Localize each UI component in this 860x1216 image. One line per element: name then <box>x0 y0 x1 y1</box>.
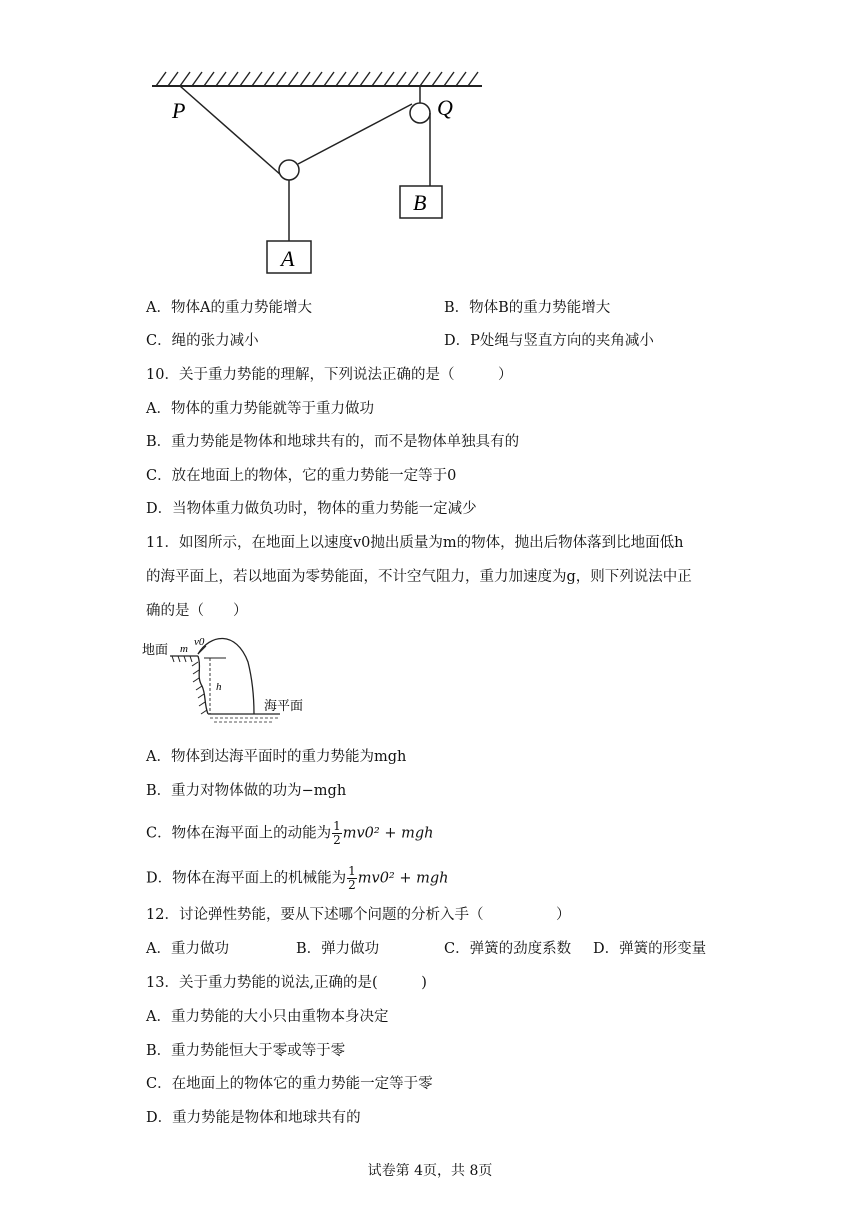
q12-stem: 12．讨论弹性势能，要从下述哪个问题的分析入手（ ） <box>146 907 571 923</box>
label-b: B <box>413 190 427 215</box>
q11-option-c <box>146 820 433 847</box>
rope-right <box>298 104 412 164</box>
kinetic-expr: mv0² + mgh <box>342 825 434 842</box>
q13-option-c: C．在地面上的物体它的重力势能一定等于零 <box>146 1076 433 1092</box>
fixed-pulley-q <box>410 103 430 123</box>
q10-option-b: B．重力势能是物体和地球共有的，而不是物体单独具有的 <box>146 434 520 450</box>
q10-stem: 10．关于重力势能的理解，下列说法正确的是（ ） <box>146 367 513 383</box>
q13-option-a: A．重力势能的大小只由重物本身决定 <box>146 1009 389 1025</box>
q11-stem-line1: 11．如图所示，在地面上以速度v0抛出质量为m的物体，抛出后物体落到比地面低h <box>146 535 684 551</box>
q11-stem-line2: 的海平面上，若以地面为零势能面，不计空气阻力，重力加速度为g，则下列说法中正 <box>146 569 692 585</box>
q13-option-b: B．重力势能恒大于零或等于零 <box>146 1043 346 1059</box>
pulley-figure <box>0 0 860 290</box>
movable-pulley <box>279 160 299 180</box>
fraction-half-d: $\frac{1}{2}$ <box>348 864 356 892</box>
fig-sea-label: 海平面 <box>264 699 304 714</box>
q13-stem: 13．关于重力势能的说法,正确的是( ) <box>146 975 427 991</box>
q10-option-a: A．物体的重力势能就等于重力做功 <box>146 401 374 417</box>
q11-option-d-text: D．物体在海平面上的机械能为 <box>146 870 347 887</box>
q9-option-c: C．绳的张力减小 <box>146 333 259 349</box>
page-footer: 试卷第 4页，共 8页 <box>367 1163 493 1179</box>
q13-option-d: D．重力势能是物体和地球共有的 <box>146 1110 361 1126</box>
fig-h-label: h <box>216 681 222 693</box>
q11-option-c-text: C．物体在海平面上的动能为 <box>146 825 332 842</box>
q11-option-d <box>146 865 448 892</box>
q12-option-b: B．弹力做功 <box>296 941 380 957</box>
q9-option-a: A．物体A的重力势能增大 <box>146 300 312 316</box>
label-p: P <box>172 98 186 123</box>
label-a: A <box>281 246 295 271</box>
fraction-half: $\frac{1}{2}$ <box>333 819 341 847</box>
q11-stem-line3: 确的是（ ） <box>146 603 248 619</box>
q11-option-a: A．物体到达海平面时的重力势能为mgh <box>146 749 407 765</box>
fig-ground-label: 地面 <box>142 643 169 658</box>
q10-option-c: C．放在地面上的物体，它的重力势能一定等于0 <box>146 468 457 484</box>
q10-option-d: D．当物体重力做负功时，物体的重力势能一定减少 <box>146 501 477 517</box>
cliff-figure <box>140 632 340 732</box>
q12-option-a: A．重力做功 <box>146 941 229 957</box>
q11-option-b: B．重力对物体做的功为−mgh <box>146 783 347 799</box>
q12-option-d: D．弹簧的形变量 <box>593 941 707 957</box>
q12-option-c: C．弹簧的劲度系数 <box>444 941 572 957</box>
mechanical-expr: mv0² + mgh <box>357 870 449 887</box>
q9-option-b: B．物体B的重力势能增大 <box>444 300 611 316</box>
q9-option-d: D．P处绳与竖直方向的夹角减小 <box>444 333 654 349</box>
rope-left <box>180 86 282 176</box>
fig-v0-label: v0 <box>194 636 205 648</box>
fig-m-label: m <box>180 643 188 655</box>
label-q: Q <box>437 95 453 120</box>
